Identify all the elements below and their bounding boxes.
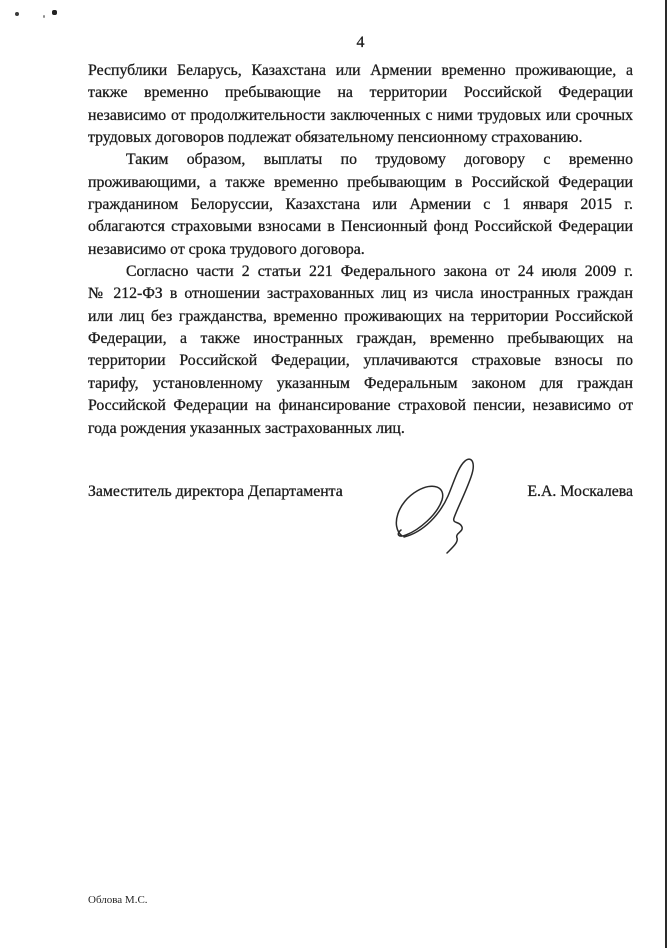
text-line: Республики Беларусь, Казахстана или Армении временно проживающие, а (88, 62, 633, 79)
page-number: 4 (356, 34, 365, 51)
text-line: года рождения указанных застрахованных лиц. (88, 419, 405, 437)
text-line: проживающими, а также временно пребывающим в Российской Федерации (88, 173, 633, 191)
scan-speck (52, 10, 57, 15)
text-line: трудовых договоров подлежат обязательному пенсионному страхованию. (88, 129, 583, 147)
body-paragraphs (88, 60, 633, 440)
text-line: Федерации, а также иностранных граждан, временно пребывающих на (88, 330, 633, 348)
text-line: облагаются страховыми взносами в Пенсионный фонд Российской Федерации (88, 218, 633, 236)
signer-position-title: Заместитель директора Департамента (88, 483, 343, 500)
executor-name: Облова М.С. (88, 894, 148, 906)
scan-speck (15, 12, 19, 16)
text-line: тарифу, установленному указанным Федеральным законом для граждан (88, 374, 633, 392)
handwritten-signature-icon (388, 450, 483, 555)
signature-block (88, 450, 633, 560)
text-line: территории Российской Федерации, уплачиваются страховые взносы по (88, 352, 633, 370)
scan-speck (43, 15, 45, 18)
text-line: № 212-ФЗ в отношении застрахованных лиц из числа иностранных граждан (88, 285, 633, 303)
text-line: Таким образом, выплаты по трудовому договору с временно (126, 151, 633, 169)
text-line: Согласно части 2 статьи 221 Федерального закона от 24 июля 2009 г. (126, 263, 633, 281)
text-line: гражданином Белоруссии, Казахстана или Армении с 1 января 2015 г. (88, 196, 633, 214)
text-line: Российской Федерации на финансирование страховой пенсии, независимо от (88, 397, 633, 415)
signer-name: Е.А. Москалева (527, 483, 633, 500)
page-content (88, 34, 633, 440)
text-line: независимо от срока трудового договора. (88, 240, 365, 258)
scan-edge-line (665, 0, 667, 948)
text-line: также временно пребывающие на территории Российской Федерации (88, 84, 633, 102)
text-line: независимо от продолжительности заключенных с ними трудовых или срочных (88, 106, 633, 124)
text-line: или лиц без гражданства, временно проживающих на территории Российской (88, 307, 633, 325)
